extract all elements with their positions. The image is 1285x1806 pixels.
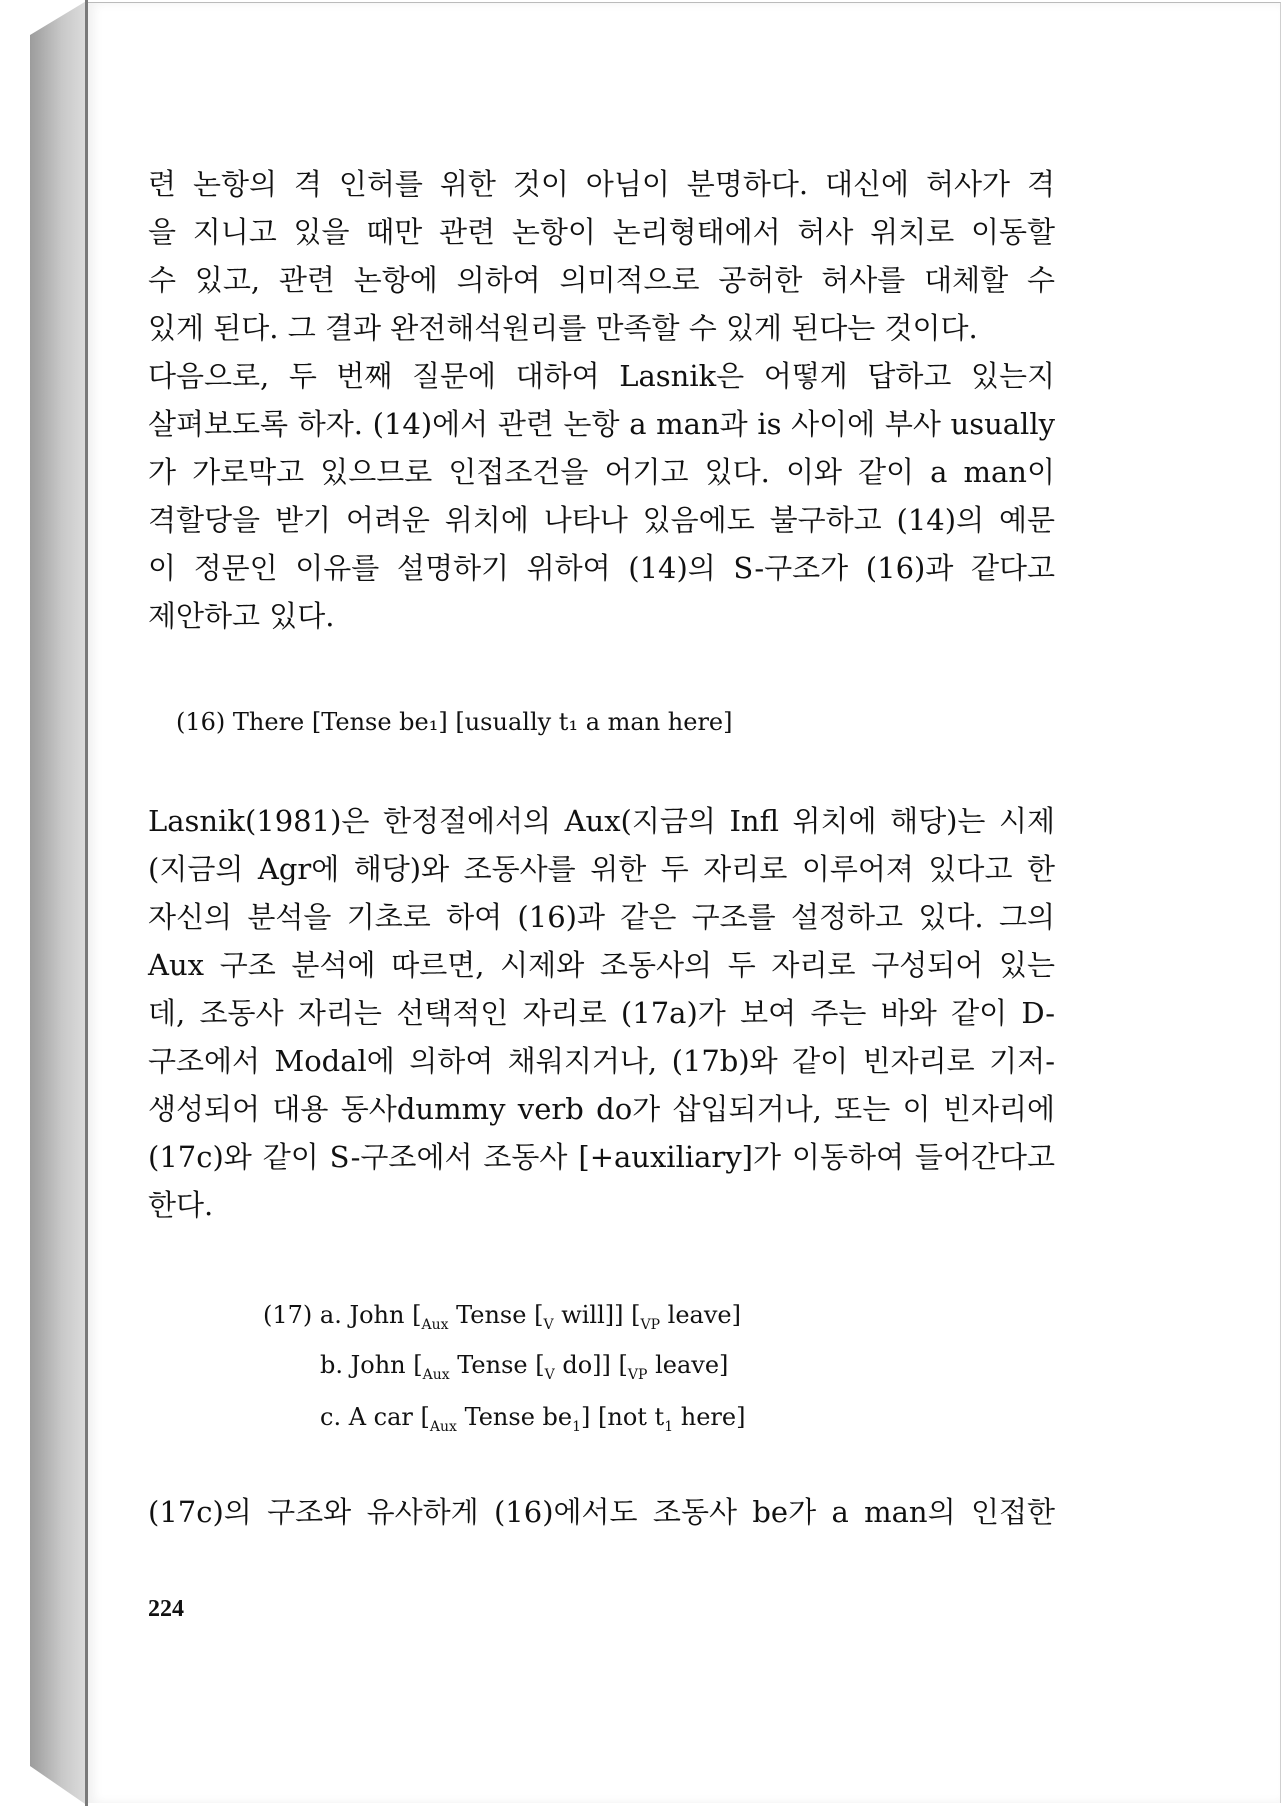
text-line: 생성되어 대용 동사dummy verb do가 삽입되거나, 또는 이 빈자리에 [148, 1092, 1055, 1126]
paragraph-2 [148, 352, 1055, 640]
text-line: 이 정문인 이유를 설명하기 위하여 (14)의 S-구조가 (16)과 같다고 [148, 551, 1055, 585]
text-line: 련 논항의 격 인허를 위한 것이 아님이 분명하다. 대신에 허사가 격 [148, 167, 1055, 201]
example-17a [263, 1290, 741, 1340]
paragraph-3 [148, 797, 1055, 1229]
example-text: Tense [ [448, 1301, 544, 1329]
subscript: VP [640, 1316, 661, 1333]
text-line: Lasnik(1981)은 한정절에서의 Aux(지금의 Infl 위치에 해당)는 시제 [148, 804, 1055, 838]
subscript: 1 [572, 1418, 582, 1435]
subscript: V [544, 1366, 555, 1383]
text-line: 가 가로막고 있으므로 인접조건을 어기고 있다. 이와 같이 a man이 [148, 455, 1055, 489]
text-line: (지금의 Agr에 해당)와 조동사를 위한 두 자리로 이루어져 있다고 한 [148, 852, 1055, 886]
subscript: Aux [421, 1316, 449, 1333]
text-line: Aux 구조 분석에 따르면, 시제와 조동사의 두 자리로 구성되어 있는 [148, 948, 1055, 982]
text-line: 다음으로, 두 번째 질문에 대하여 Lasnik은 어떻게 답하고 있는지 [148, 359, 1055, 393]
example-text: Tense be [456, 1403, 573, 1431]
example-text: John [ [350, 1351, 423, 1379]
subscript: 1 [664, 1418, 674, 1435]
example-17b [320, 1340, 728, 1390]
text-line: 을 지니고 있을 때만 관련 논항이 논리형태에서 허사 위치로 이동할 [148, 215, 1055, 249]
paragraph-1 [148, 160, 1055, 352]
text-line: 수 있고, 관련 논항에 의하여 의미적으로 공허한 허사를 대체할 수 [148, 263, 1055, 297]
example-text: Tense [ [449, 1351, 545, 1379]
text-line: 살펴보도록 하자. (14)에서 관련 논항 a man과 is 사이에 부사 usually [148, 407, 1055, 441]
text-line: 격할당을 받기 어려운 위치에 나타나 있음에도 불구하고 (14)의 예문 [148, 503, 1055, 537]
subscript: V [543, 1316, 554, 1333]
example-text: ] [not t [581, 1403, 665, 1431]
example-number: (17) a. [263, 1301, 342, 1329]
example-text: do]] [ [554, 1351, 628, 1379]
text-line: 구조에서 Modal에 의하여 채워지거나, (17b)와 같이 빈자리로 기저- [148, 1044, 1055, 1078]
example-text: will]] [ [553, 1301, 641, 1329]
book-spine [30, 0, 88, 1806]
page-number: 224 [148, 1596, 184, 1622]
subscript: Aux [429, 1418, 457, 1435]
text-line: 자신의 분석을 기초로 하여 (16)과 같은 구조를 설정하고 있다. 그의 [148, 900, 1055, 934]
subscript: Aux [422, 1366, 450, 1383]
example-text: A car [ [348, 1403, 430, 1431]
example-text: here] [673, 1403, 746, 1431]
example-16: (16) There [Tense be₁] [usually t₁ a man here] [176, 708, 733, 736]
text-line: 있게 된다. 그 결과 완전해석원리를 만족할 수 있게 된다는 것이다. [148, 311, 978, 345]
text-line: (17c)의 구조와 유사하게 (16)에서도 조동사 be가 a man의 인접한 [148, 1495, 1055, 1529]
paragraph-4 [148, 1488, 1055, 1536]
subscript: VP [627, 1366, 648, 1383]
example-text: leave] [647, 1351, 729, 1379]
example-text: John [ [349, 1301, 422, 1329]
text-line: 데, 조동사 자리는 선택적인 자리로 (17a)가 보여 주는 바와 같이 D- [148, 996, 1055, 1030]
example-17c [320, 1392, 745, 1442]
text-line: (17c)와 같이 S-구조에서 조동사 [+auxiliary]가 이동하여 들어간다고 [148, 1140, 1055, 1174]
example-text: leave] [660, 1301, 741, 1329]
text-line: 제안하고 있다. [148, 599, 335, 633]
text-line: 한다. [148, 1188, 214, 1222]
example-number: c. [320, 1403, 342, 1431]
example-number: b. [320, 1351, 343, 1379]
